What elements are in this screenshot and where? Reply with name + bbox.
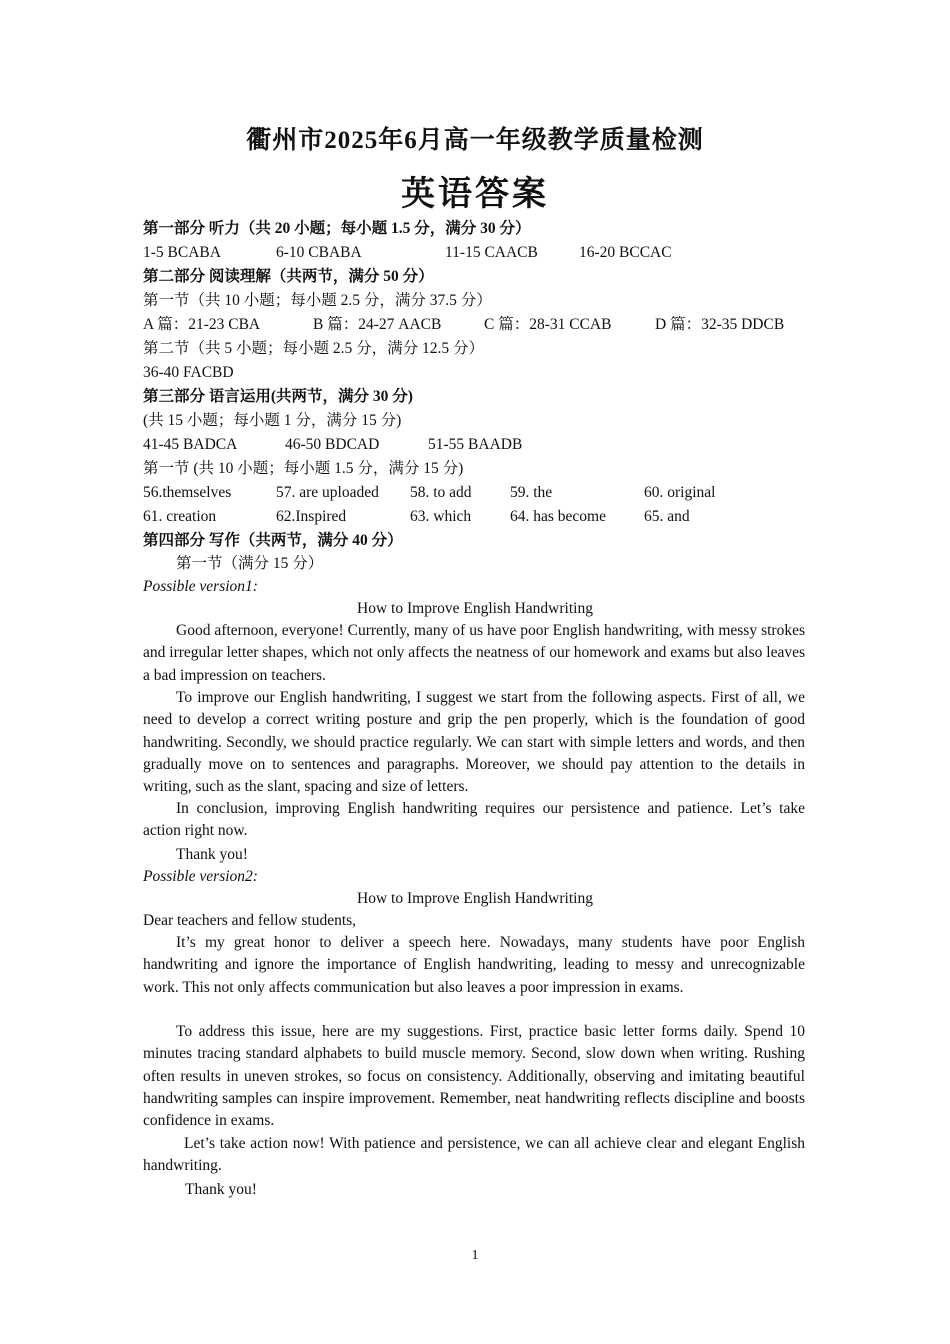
part3-subheading: (共 15 小题；每小题 1 分，满分 15 分) [143,412,402,429]
part3-answers-row1 [143,483,805,503]
answer-group: 6-10 CBABA [276,244,362,261]
answer-item: 58. to add [410,484,472,501]
answer-item: 57. are uploaded [276,484,379,501]
version1-label: Possible version1: [143,578,258,595]
answer-item: 61. creation [143,508,217,525]
version2-paragraph: To address this issue, here are my suggestions. First, practice basic letter forms daily. Spend 10 minutes tracing standard alphabets to build muscle memory. Second, slow down when writing. Rushing often results in uneven strokes, so focus on consistency. Additionally, observing and imitating beautiful handwriting samples can inspire improvement. Remember, neat handwriting reflects discipline and boosts confidence in exams. [143,1023,805,1130]
document-subtitle: 英语答案 [401,176,549,213]
answer-group: B 篇：24-27 AACB [313,316,442,333]
part2-section2-answers: 36-40 FACBD [143,364,234,381]
part3-answers-row2 [143,507,805,527]
part2-section1-answers [143,315,805,335]
version1-closing: Thank you! [176,846,248,863]
answer-group: 46-50 BDCAD [285,436,380,453]
version2-title: How to Improve English Handwriting [357,890,593,907]
answer-group: 51-55 BAADB [428,436,523,453]
part2-section2-heading: 第二节（共 5 小题；每小题 2.5 分，满分 12.5 分） [143,340,485,357]
answer-item: 56.themselves [143,484,232,501]
answer-group: 16-20 BCCAC [579,244,672,261]
part3-heading: 第三部分 语言运用(共两节，满分 30 分) [143,388,413,405]
version2-paragraph: It’s my great honor to deliver a speech here. Nowadays, many students have poor English handwriting and ignore the importance of English handwriting, leading to messy and unrecognizable work. This not only affects communication but also leaves a poor impression in exams. [143,934,805,996]
answer-item: 62.Inspired [276,508,347,525]
answer-group: C 篇：28-31 CCAB [484,316,612,333]
version2-greeting: Dear teachers and fellow students, [143,912,357,929]
part2-section1-heading: 第一节（共 10 小题；每小题 2.5 分，满分 37.5 分） [143,292,492,309]
part4-heading: 第四部分 写作（共两节，满分 40 分） [143,532,403,549]
version1-paragraph: Good afternoon, everyone! Currently, many of us have poor English handwriting, with messy strokes and irregular letter shapes, which not only affects the neatness of our homework and exams but also leaves a bad impression on teachers. [143,622,805,684]
version2-paragraph: Let’s take action now! With patience and persistence, we can all achieve clear and elegant English handwriting. [143,1135,805,1175]
part1-answers [143,243,805,263]
version1-paragraph: To improve our English handwriting, I suggest we start from the following aspects. First of all, we need to develop a correct writing posture and grip the pen properly, which is the foundation of good handwriting. Secondly, we should practice regularly. We can start with simple letters and words, and then gradually move on to sentences and paragraphs. Moreover, we should pay attention to the details in writing, such as the slant, spacing and size of letters. [143,689,805,796]
answer-group: 41-45 BADCA [143,436,238,453]
version1-paragraph: In conclusion, improving English handwriting requires our persistence and patience. Let’s take action right now. [143,800,805,840]
part1-heading: 第一部分 听力（共 20 小题；每小题 1.5 分，满分 30 分） [143,220,531,237]
answer-group: 11-15 CAACB [445,244,538,261]
answer-item: 63. which [410,508,472,525]
part3-answers [143,435,805,455]
answer-item: 64. has become [510,508,606,525]
version2-closing: Thank you! [185,1181,257,1198]
answer-item: 60. original [644,484,716,501]
part2-heading: 第二部分 阅读理解（共两节，满分 50 分） [143,268,434,285]
answer-group: 1-5 BCABA [143,244,221,261]
answer-group: A 篇：21-23 CBA [143,316,261,333]
part3-section1-heading: 第一节 (共 10 小题；每小题 1.5 分，满分 15 分) [143,460,464,477]
page-number: 1 [471,1248,479,1263]
version1-title: How to Improve English Handwriting [357,600,593,617]
answer-item: 65. and [644,508,690,525]
answer-group: D 篇：32-35 DDCB [655,316,785,333]
document-title: 衢州市2025年6月高一年级教学质量检测 [246,127,704,154]
part4-section1-heading: 第一节（满分 15 分） [176,555,324,572]
answer-item: 59. the [510,484,553,501]
version2-label: Possible version2: [143,868,258,885]
